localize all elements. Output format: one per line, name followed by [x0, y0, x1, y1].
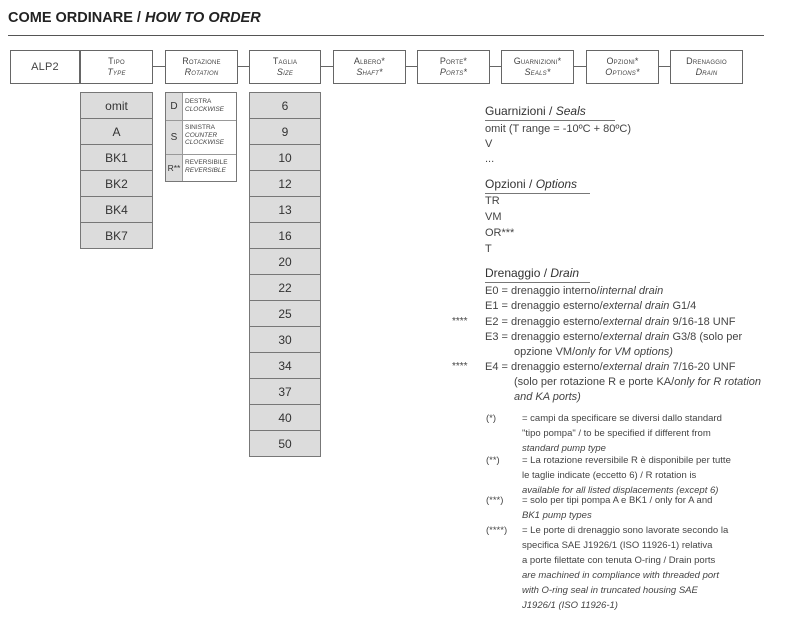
note-text: = solo per tipi pompa A e BK1 / only for A and BK1 pump types	[522, 495, 713, 521]
rotation-label: Rotation	[184, 67, 219, 77]
rotation-code: D	[166, 93, 183, 120]
title-divider	[8, 35, 764, 36]
drain-item-cont: and KA ports)	[514, 391, 581, 403]
header-box-tipo	[80, 50, 153, 84]
header-box-albero	[333, 50, 406, 84]
option-item: TR	[485, 195, 500, 207]
code-label: ALP2	[31, 60, 59, 73]
type-label: Type	[107, 67, 126, 77]
taglia-label: Taglia	[272, 56, 298, 66]
header-box-guarnizioni	[501, 50, 574, 84]
option-item: OR***	[485, 227, 515, 239]
type-cell: BK4	[80, 196, 153, 223]
drain-item-cont: opzione VM/only for VM options)	[514, 346, 673, 358]
connector	[321, 66, 333, 67]
rotation-code: R**	[166, 155, 183, 181]
size-cell: 30	[249, 326, 321, 353]
type-cell: A	[80, 118, 153, 145]
drain-note-mark: ****	[452, 316, 468, 327]
connector	[238, 66, 249, 67]
size-cell: 9	[249, 118, 321, 145]
rotation-code: S	[166, 121, 183, 154]
rotation-it: SINISTRA	[185, 124, 215, 131]
note-key: (****)	[486, 525, 508, 536]
drain-item: E3 = drenaggio esterno/external drain G3/8 (solo per	[485, 331, 743, 343]
size-label: Size	[276, 67, 294, 77]
note-key: (***)	[486, 495, 504, 506]
guarnizioni-label: Guarnizioni*	[513, 56, 562, 66]
type-cell: BK2	[80, 170, 153, 197]
size-cell: 22	[249, 274, 321, 301]
ports-label: Ports*	[439, 67, 468, 77]
rotazione-label: Rotazione	[182, 56, 221, 66]
rotation-row	[166, 155, 236, 181]
options-title: Opzioni / Options	[485, 177, 578, 191]
shaft-label: Shaft*	[356, 67, 383, 77]
type-cell: BK7	[80, 222, 153, 249]
size-cell: 37	[249, 378, 321, 405]
drenaggio-label: Drenaggio	[686, 56, 727, 66]
connector	[574, 66, 586, 67]
drain-item: E2 = drenaggio esterno/external drain 9/16-18 UNF	[485, 316, 736, 328]
seals-title: Guarnizioni / Seals	[485, 104, 586, 118]
header-box-drenaggio	[670, 50, 743, 84]
rotation-en: COUNTER CLOCKWISE	[185, 131, 225, 147]
option-item: VM	[485, 211, 502, 223]
connector	[659, 66, 670, 67]
title-sub: HOW TO ORDER	[144, 10, 261, 26]
seals-label: Seals*	[524, 67, 551, 77]
opzioni-label: Opzioni*	[606, 56, 639, 66]
connector	[406, 66, 417, 67]
header-box-rotazione	[165, 50, 238, 84]
seals-divider	[485, 120, 615, 121]
size-cell: 25	[249, 300, 321, 327]
type-cell: omit	[80, 92, 153, 119]
drain-item: E4 = drenaggio esterno/external drain 7/16-20 UNF	[485, 361, 736, 373]
seal-item: ...	[485, 153, 495, 165]
options-divider	[485, 193, 590, 194]
size-cell: 40	[249, 404, 321, 431]
drain-label: Drain	[695, 67, 718, 77]
title-main: COME ORDINARE	[8, 10, 133, 26]
rotation-row	[166, 93, 236, 121]
note-text: = campi da specificare se diversi dallo standard "tipo pompa" / to be specified if different from standard pump type	[522, 413, 722, 454]
size-cell: 34	[249, 352, 321, 379]
size-cell: 50	[249, 430, 321, 457]
porte-label: Porte*	[439, 56, 468, 66]
note-text: = La rotazione reversibile R è disponibile per tutte le taglie indicate (eccetto 6) / R rotation is available for all listed displacements (except 6)	[522, 455, 731, 496]
header-box-opzioni	[586, 50, 659, 84]
drain-title: Drenaggio / Drain	[485, 266, 580, 280]
rotation-column	[165, 92, 237, 182]
title-separator: /	[136, 10, 141, 26]
tipo-label: Tipo	[108, 56, 125, 66]
header-box-taglia	[249, 50, 321, 84]
size-cell: 12	[249, 170, 321, 197]
seal-item: V	[485, 138, 493, 150]
connector	[153, 66, 165, 67]
note-text: = Le porte di drenaggio sono lavorate secondo la specifica SAE J1926/1 (ISO 11926-1) relativa a porte filettate con tenuta O-ring / Drain ports are machined in compliance with threaded port with O-ring seal in truncated housing SAE J1926/1 (ISO 11926-1)	[522, 525, 729, 611]
size-cell: 16	[249, 222, 321, 249]
drain-divider	[485, 282, 590, 283]
size-cell: 10	[249, 144, 321, 171]
note-key: (**)	[486, 455, 500, 466]
note-key: (*)	[486, 413, 497, 424]
size-cell: 6	[249, 92, 321, 119]
drain-item: E1 = drenaggio esterno/external drain G1/4	[485, 300, 697, 312]
drain-note-mark: ****	[452, 361, 468, 372]
rotation-it: DESTRA	[185, 98, 212, 105]
header-box-porte	[417, 50, 490, 84]
size-cell: 20	[249, 248, 321, 275]
size-cell: 13	[249, 196, 321, 223]
rotation-it: REVERSIBILE	[185, 159, 228, 166]
drain-item: E0 = drenaggio interno/internal drain	[485, 285, 664, 297]
rotation-en: CLOCKWISE	[185, 105, 225, 113]
rotation-row	[166, 121, 236, 155]
rotation-en: REVERSIBLE	[185, 166, 226, 174]
options-label: Options*	[605, 67, 640, 77]
connector	[490, 66, 501, 67]
header-box-code	[10, 50, 80, 84]
seal-item: omit (T range = -10ºC + 80ºC)	[485, 123, 632, 135]
type-cell: BK1	[80, 144, 153, 171]
albero-label: Albero*	[353, 56, 386, 66]
drain-item-cont: (solo per rotazione R e porte KA/only for R rotation	[514, 376, 762, 388]
option-item: T	[485, 243, 492, 255]
page-title	[8, 10, 261, 26]
